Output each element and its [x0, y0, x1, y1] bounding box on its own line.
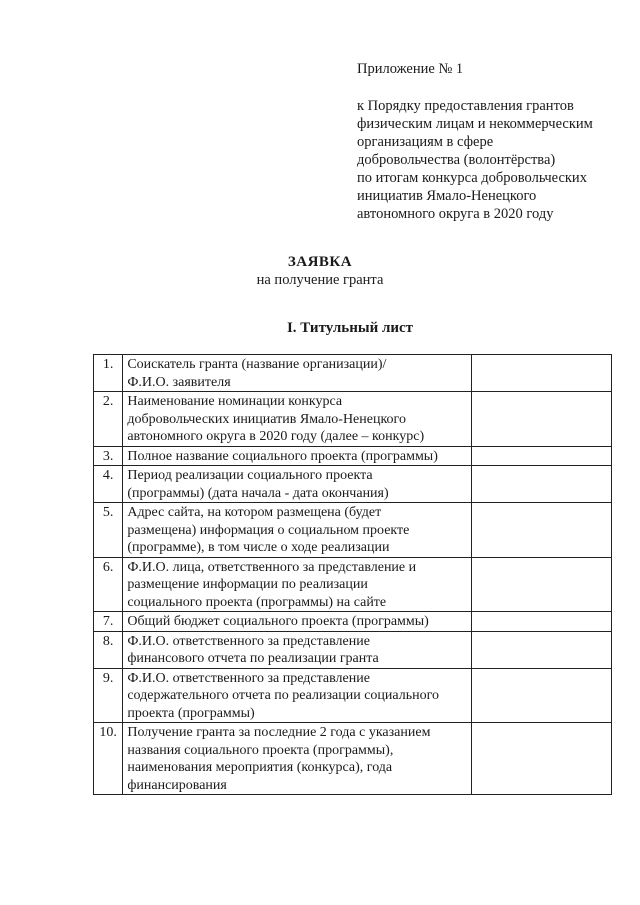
table-row	[94, 503, 612, 558]
row-label-line: Получение гранта за последние 2 года с указанием	[127, 725, 431, 740]
row-label-line: Общий бюджет социального проекта (программы)	[127, 614, 429, 629]
appendix-header	[357, 60, 617, 223]
row-label-line: размещена) информация о социальном проекте	[127, 522, 410, 538]
row-label	[123, 446, 472, 466]
row-label-line: Адрес сайта, на котором размещена (будет	[127, 505, 382, 520]
row-number: 9.	[94, 668, 123, 723]
row-label-line: названия социального проекта (программы),	[127, 742, 394, 758]
table-row	[94, 668, 612, 723]
table-row	[94, 392, 612, 447]
row-label-line: проекта (программы)	[127, 705, 255, 721]
row-label-line: Наименование номинации конкурса	[127, 394, 343, 409]
row-label	[123, 723, 472, 795]
row-value-field[interactable]	[472, 631, 612, 668]
row-label-line: (программы) (дата начала - дата окончания)	[127, 485, 389, 501]
title-sheet-table	[93, 354, 612, 795]
appendix-number: Приложение № 1	[357, 61, 464, 77]
row-label	[123, 392, 472, 447]
table-row	[94, 723, 612, 795]
table-row	[94, 355, 612, 392]
document-title: ЗАЯВКА	[287, 254, 353, 270]
row-label-line: размещение информации по реализации	[127, 577, 368, 592]
row-number: 1.	[94, 355, 123, 392]
row-value-field[interactable]	[472, 355, 612, 392]
row-value-field[interactable]	[472, 612, 612, 632]
document-subtitle: на получение гранта	[256, 272, 384, 288]
table-body	[94, 355, 612, 795]
table-row	[94, 612, 612, 632]
row-value-field[interactable]	[472, 503, 612, 558]
table-row	[94, 466, 612, 503]
row-label	[123, 557, 472, 612]
appendix-line: добровольчества (волонтёрства)	[357, 152, 556, 168]
row-value-field[interactable]	[472, 392, 612, 447]
row-number: 6.	[94, 557, 123, 612]
table-row	[94, 557, 612, 612]
appendix-line: инициатив Ямало-Ненецкого	[357, 188, 537, 204]
row-value-field[interactable]	[472, 466, 612, 503]
row-label-line: содержательного отчета по реализации социального	[127, 688, 439, 703]
appendix-line: автономного округа в 2020 году	[357, 206, 554, 222]
row-label-line: добровольческих инициатив Ямало-Ненецкого	[127, 411, 406, 427]
row-label	[123, 466, 472, 503]
row-label-line: наименования мероприятия (конкурса), года	[127, 760, 393, 775]
row-label-line: Ф.И.О. ответственного за представление	[127, 670, 370, 686]
row-number: 7.	[94, 612, 123, 632]
table-row	[94, 631, 612, 668]
row-label	[123, 612, 472, 632]
appendix-line: физическим лицам и некоммерческим	[357, 116, 593, 132]
row-value-field[interactable]	[472, 668, 612, 723]
row-label-line: социального проекта (программы) на сайте	[127, 594, 387, 610]
row-label	[123, 503, 472, 558]
row-label-line: (программе), в том числе о ходе реализации	[127, 540, 390, 555]
row-label-line: Соискатель гранта (название организации)/	[127, 357, 387, 372]
table-row	[94, 446, 612, 466]
row-number: 5.	[94, 503, 123, 558]
appendix-line: по итогам конкурса добровольческих	[357, 170, 587, 186]
appendix-reference	[357, 97, 617, 223]
row-label-line: Полное название социального проекта (программы)	[127, 448, 438, 464]
row-value-field[interactable]	[472, 446, 612, 466]
row-label-line: финансирования	[127, 777, 227, 793]
section-heading: I. Титульный лист	[286, 320, 414, 336]
row-number: 2.	[94, 392, 123, 447]
row-label	[123, 355, 472, 392]
row-label-line: финансового отчета по реализации гранта	[127, 651, 379, 666]
row-number: 4.	[94, 466, 123, 503]
row-label	[123, 631, 472, 668]
row-number: 10.	[94, 723, 123, 795]
appendix-line: организациям в сфере	[357, 134, 494, 150]
row-label-line: Период реализации социального проекта	[127, 468, 373, 483]
row-value-field[interactable]	[472, 723, 612, 795]
row-label-line: автономного округа в 2020 году (далее – конкурс)	[127, 429, 425, 444]
row-label-line: Ф.И.О. ответственного за представление	[127, 633, 370, 649]
row-label-line: Ф.И.О. лица, ответственного за представление и	[127, 559, 417, 575]
row-number: 3.	[94, 446, 123, 466]
row-number: 8.	[94, 631, 123, 668]
appendix-line: к Порядку предоставления грантов	[357, 98, 574, 114]
row-label	[123, 668, 472, 723]
row-value-field[interactable]	[472, 557, 612, 612]
row-label-line: Ф.И.О. заявителя	[127, 374, 231, 390]
